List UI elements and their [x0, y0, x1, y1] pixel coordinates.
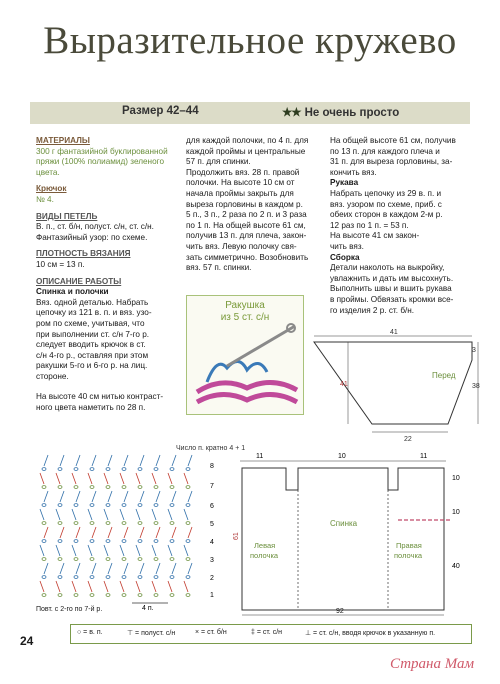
chart-stitch: [170, 522, 174, 525]
middle-line: 57 п. для спинки.: [186, 157, 251, 167]
shell-stitch-illustration: [186, 295, 304, 415]
materials-text: 300 г фантазийной буклированной пряжи (100% полиамид) зеленого цвета.: [36, 146, 168, 177]
chart-row-number: 8: [210, 463, 214, 470]
chart-row-number: 2: [210, 575, 214, 582]
chart-stitch-stroke: [108, 491, 112, 502]
legend-item: ⊤ = полуст. с/н: [127, 630, 176, 637]
chart-stitch-stroke: [168, 581, 172, 592]
work-heading: ОПИСАНИЕ РАБОТЫ: [36, 276, 122, 286]
chart-stitch: [58, 504, 62, 507]
chart-stitch: [74, 576, 78, 579]
chart-stitch-stroke: [124, 527, 128, 538]
body-top-dim: 11: [256, 453, 264, 460]
chart-stitch: [74, 558, 78, 561]
chart-stitch: [122, 468, 126, 471]
chart-stitch: [90, 540, 94, 543]
sleeve-line: На высоте 41 см закон-: [330, 231, 420, 241]
chart-stitch-stroke: [136, 545, 140, 556]
legend-item: × = ст. б/н: [195, 629, 227, 636]
sleeve-height-dim: 38: [472, 383, 480, 390]
chart-stitch: [74, 594, 78, 597]
chart-stitch-stroke: [104, 509, 108, 520]
chart-stitch: [90, 558, 94, 561]
work-line: цепочку из 121 в. п. и вяз. узо-: [36, 308, 152, 318]
chart-stitch: [122, 522, 126, 525]
work-line: На высоте 40 см нитью контраст-: [36, 392, 164, 402]
chart-stitch-stroke: [44, 563, 48, 574]
chart-stitch: [106, 468, 110, 471]
work-line: Вяз. одной деталью. Набрать: [36, 297, 149, 307]
work-line: следует вводить крючок в ст.: [36, 340, 146, 350]
chart-stitch: [106, 558, 110, 561]
assembly-line: в проймы. Обвязать кромки все-: [330, 294, 454, 304]
chart-stitch-stroke: [60, 527, 64, 538]
chart-stitch: [74, 504, 78, 507]
chart-stitch-stroke: [88, 545, 92, 556]
chart-stitch-stroke: [56, 473, 60, 484]
work-subheading: Спинка и полочки: [36, 287, 109, 297]
chart-stitch: [122, 486, 126, 489]
hook-text: № 4.: [36, 194, 54, 204]
chart-stitch: [74, 486, 78, 489]
chart-stitch-stroke: [108, 563, 112, 574]
sleeve-line: обеих сторон в каждом 2-м р.: [330, 210, 443, 220]
chart-stitch-stroke: [184, 581, 188, 592]
middle-line: Продолжить вяз. 28 п. правой: [186, 167, 300, 177]
body-right-label: Правая: [396, 541, 422, 550]
sleeve-small-dim: 3: [472, 347, 476, 354]
chart-stitch: [90, 576, 94, 579]
sleeve-line: Набрать цепочку из 29 в. п. и: [330, 188, 442, 198]
right-line: На общей высоте 61 см, получив: [330, 136, 456, 145]
chart-stitch-stroke: [72, 473, 76, 484]
sleeve-top-dim: 41: [390, 329, 398, 336]
sleeve-pattern: [300, 326, 480, 446]
chart-stitch: [122, 540, 126, 543]
chart-stitch: [170, 594, 174, 597]
chart-stitch: [42, 594, 46, 597]
chart-stitch: [42, 558, 46, 561]
chart-stitch: [154, 576, 158, 579]
chart-stitch-stroke: [152, 581, 156, 592]
chart-stitch: [186, 468, 190, 471]
chart-stitch: [170, 468, 174, 471]
materials-heading: МАТЕРИАЛЫ: [36, 136, 90, 145]
chart-stitch: [58, 540, 62, 543]
difficulty-label: [282, 105, 399, 119]
assembly-line: го изделия 2 р. ст. б/н.: [330, 305, 415, 315]
chart-stitch-stroke: [172, 491, 176, 502]
chart-stitch-stroke: [120, 545, 124, 556]
chart-stitch: [74, 468, 78, 471]
right-line: кончить вяз.: [330, 167, 377, 177]
chart-stitch-stroke: [156, 455, 160, 466]
chart-stitch-stroke: [152, 473, 156, 484]
chart-stitch: [186, 540, 190, 543]
chart-stitch-stroke: [156, 491, 160, 502]
body-left-label: Левая: [254, 541, 276, 550]
middle-line: получив 13 п. для плеча, закон-: [186, 231, 307, 241]
hook-heading: Крючок: [36, 184, 67, 194]
chart-stitch-stroke: [88, 473, 92, 484]
chart-stitch: [186, 576, 190, 579]
chart-stitch-stroke: [92, 455, 96, 466]
chart-stitch-stroke: [172, 563, 176, 574]
chart-stitch: [154, 540, 158, 543]
chart-stitch-stroke: [156, 563, 160, 574]
work-line: с/н 4-го р., оставляя при этом: [36, 350, 149, 360]
chart-stitch: [138, 468, 142, 471]
size-label: Размер 42–44: [122, 105, 199, 117]
chart-stitch-stroke: [172, 455, 176, 466]
chart-stitch: [58, 594, 62, 597]
legend-item: ○ = в. п.: [77, 629, 103, 636]
chart-stitch-stroke: [184, 509, 188, 520]
chart-stitch-stroke: [188, 527, 192, 538]
chart-stitch: [42, 522, 46, 525]
chart-stitch: [106, 522, 110, 525]
chart-stitch: [74, 522, 78, 525]
middle-line: 5 п., 3 п., 2 раза по 2 п. и 3 раза: [186, 210, 307, 220]
chart-row-number: 1: [210, 592, 214, 599]
work-line: ром по схеме, учитывая, что: [36, 318, 145, 328]
chart-row-number: 7: [210, 483, 214, 490]
chart-stitch-stroke: [188, 491, 192, 502]
chart-stitch: [106, 540, 110, 543]
chart-stitch: [122, 576, 126, 579]
assembly-line: увлажнить и дать им высохнуть.: [330, 273, 454, 283]
sleeve-side-dim: 41: [340, 381, 348, 388]
chart-stitch-stroke: [40, 581, 44, 592]
chart-stitch: [106, 576, 110, 579]
body-top-dim: 11: [420, 453, 428, 460]
chart-stitch: [170, 486, 174, 489]
symbol-legend: [70, 624, 472, 644]
sleeve-label: Перед: [432, 371, 456, 380]
body-top-dim: 10: [338, 453, 346, 460]
legend-item: ⊥ = ст. с/н, вводя крючок в указанную п.: [305, 630, 436, 637]
chart-stitch: [138, 558, 142, 561]
chart-stitch-stroke: [184, 473, 188, 484]
chart-stitch: [170, 540, 174, 543]
chart-stitch: [138, 486, 142, 489]
assembly-line: Детали наколоть на выкройку,: [330, 263, 445, 273]
chart-stitch-stroke: [76, 563, 80, 574]
body-left-label: полочка: [250, 551, 279, 560]
chart-stitch-stroke: [136, 473, 140, 484]
chart-stitch-stroke: [108, 527, 112, 538]
density-text: 10 см = 13 п.: [36, 259, 85, 269]
chart-stitch-stroke: [168, 509, 172, 520]
chart-stitch-stroke: [152, 545, 156, 556]
chart-stitch-stroke: [140, 455, 144, 466]
chart-stitch: [170, 576, 174, 579]
chart-row-numbers: [210, 463, 214, 599]
chart-footer: Повт. с 2-го по 7-й р.: [36, 606, 103, 613]
sleeve-heading: Рукава: [330, 178, 359, 188]
chart-stitch: [106, 594, 110, 597]
chart-stitch: [42, 468, 46, 471]
body-left-dim: 61: [233, 532, 240, 540]
chart-stitch-stroke: [60, 455, 64, 466]
body-right-dim: 10: [452, 509, 460, 516]
chart-stitch: [42, 576, 46, 579]
density-heading: ПЛОТНОСТЬ ВЯЗАНИЯ: [36, 249, 131, 259]
chart-stitch: [58, 576, 62, 579]
chart-repeat-label: Число п. кратно 4 + 1: [176, 445, 246, 452]
body-pattern: [233, 450, 466, 620]
chart-stitch-stroke: [92, 527, 96, 538]
chart-stitch-stroke: [56, 545, 60, 556]
page-number: 24: [20, 634, 34, 648]
chart-row-number: 3: [210, 557, 214, 564]
chart-stitch: [58, 468, 62, 471]
chart-stitch: [122, 504, 126, 507]
chart-stitch-stroke: [124, 491, 128, 502]
chart-stitch-stroke: [76, 455, 80, 466]
body-bottom-dim: 92: [336, 608, 344, 615]
chart-stitch-stroke: [184, 545, 188, 556]
chart-stitch-stroke: [188, 455, 192, 466]
chart-stitch-stroke: [44, 455, 48, 466]
middle-line: по 1 п. На общей высоте 61 см,: [186, 220, 306, 230]
chart-stitch-stroke: [44, 491, 48, 502]
difficulty-text: Не очень просто: [304, 107, 400, 119]
watermark-logo: Страна Мам: [390, 656, 475, 672]
illustration-caption-line2: из 5 ст. с/н: [220, 312, 270, 323]
work-line: стороне.: [36, 371, 69, 381]
chart-stitch: [90, 504, 94, 507]
middle-line: начала проймы закрыть для: [186, 188, 294, 198]
chart-stitch-stroke: [120, 581, 124, 592]
column-middle: [186, 136, 326, 274]
chart-row-number: 6: [210, 503, 214, 510]
middle-line: выреза горловины в каждом р.: [186, 199, 303, 209]
chart-stitch-stroke: [108, 455, 112, 466]
chart-stitch-stroke: [88, 509, 92, 520]
chart-stitch-stroke: [72, 509, 76, 520]
chart-stitch: [122, 594, 126, 597]
work-line: при выполнении ст. с/н 7-го р.: [36, 329, 150, 339]
body-right-label: полочка: [394, 551, 423, 560]
chart-stitch-stroke: [104, 581, 108, 592]
chart-stitch: [186, 486, 190, 489]
chart-stitch: [42, 540, 46, 543]
chart-stitch: [154, 468, 158, 471]
chart-stitch: [138, 522, 142, 525]
chart-stitch-stroke: [76, 491, 80, 502]
chart-stitch: [106, 486, 110, 489]
chart-stitch-stroke: [44, 527, 48, 538]
assembly-heading: Сборка: [330, 252, 360, 262]
column-right: [330, 136, 472, 316]
chart-stitch-stroke: [140, 563, 144, 574]
chart-stitch: [154, 504, 158, 507]
column-left: [36, 136, 178, 414]
chart-stitch-stroke: [104, 473, 108, 484]
pattern-text: Фантазийный узор: по схеме.: [36, 232, 148, 242]
chart-stitch: [154, 522, 158, 525]
chart-stitch-stroke: [168, 545, 172, 556]
chart-stitch-stroke: [120, 473, 124, 484]
work-line: ракушки 5-го и 6-го р. на лиц.: [36, 361, 148, 371]
chart-stitch: [42, 504, 46, 507]
chart-stitch: [138, 540, 142, 543]
chart-stitch: [138, 594, 142, 597]
body-right-dim: 40: [452, 563, 460, 570]
chart-repeat-width: 4 п.: [142, 605, 154, 612]
right-line: по 13 п. для каждого плеча и: [330, 146, 440, 156]
middle-line: для каждой полочки, по 4 п. для: [186, 136, 309, 145]
chart-stitch: [186, 504, 190, 507]
chart-stitch: [138, 576, 142, 579]
middle-line: чить вяз. Левую полочку свя-: [186, 241, 297, 251]
sleeve-line: вяз. узором по схеме, приб. с: [330, 199, 442, 209]
chart-stitch: [186, 558, 190, 561]
chart-stitch-stroke: [136, 581, 140, 592]
right-line: 31 п. для выреза горловины, за-: [330, 157, 453, 167]
chart-stitch: [138, 504, 142, 507]
chart-stitch-stroke: [124, 563, 128, 574]
chart-stitch: [154, 558, 158, 561]
chart-stitch: [170, 504, 174, 507]
chart-stitch-stroke: [56, 581, 60, 592]
chart-stitch-stroke: [168, 473, 172, 484]
chart-stitch-stroke: [188, 563, 192, 574]
chart-stitch-stroke: [92, 491, 96, 502]
chart-stitch: [42, 486, 46, 489]
chart-stitch-stroke: [72, 545, 76, 556]
chart-stitch-stroke: [124, 455, 128, 466]
chart-stitch-stroke: [172, 527, 176, 538]
chart-stitch-stroke: [92, 563, 96, 574]
chart-stitch-stroke: [40, 545, 44, 556]
chart-stitch-stroke: [40, 509, 44, 520]
page-title: Выразительное кружево: [43, 19, 457, 62]
middle-line: вяз. 57 п. спинки.: [186, 263, 252, 273]
sleeve-line: 12 раз по 1 п. = 53 п.: [330, 220, 409, 230]
chart-stitch: [90, 468, 94, 471]
chart-stitch: [58, 558, 62, 561]
chart-stitch: [186, 594, 190, 597]
chart-stitch-stroke: [88, 581, 92, 592]
chart-stitch-stroke: [60, 491, 64, 502]
chart-stitch: [90, 594, 94, 597]
sleeve-line: чить вяз.: [330, 241, 364, 251]
stitches-heading: ВИДЫ ПЕТЕЛЬ: [36, 211, 98, 221]
stitches-text: В. п., ст. б/н, полуст. с/н, ст. с/н.: [36, 222, 154, 232]
crochet-hook-icon: [187, 296, 303, 414]
chart-stitch: [90, 522, 94, 525]
chart-stitch: [58, 486, 62, 489]
chart-stitch-stroke: [136, 509, 140, 520]
chart-stitch-stroke: [104, 545, 108, 556]
legend-item: ‡ = ст. с/н: [251, 629, 283, 636]
illustration-caption-line1: Ракушка: [225, 300, 265, 311]
work-line: ного цвета наметить по 28 п.: [36, 403, 146, 413]
chart-stitch: [154, 594, 158, 597]
body-center-label: Спинка: [330, 519, 358, 528]
chart-stitch-stroke: [72, 581, 76, 592]
middle-line: зать симметрично. Возобновить: [186, 252, 309, 262]
assembly-line: Выполнить швы и вшить рукава: [330, 284, 452, 294]
body-right-dim: 10: [452, 475, 460, 482]
chart-stitch-stroke: [140, 491, 144, 502]
chart-stitch: [154, 486, 158, 489]
chart-stitch: [58, 522, 62, 525]
chart-stitch: [186, 522, 190, 525]
chart-stitch-stroke: [76, 527, 80, 538]
chart-stitch-stroke: [152, 509, 156, 520]
chart-stitch: [170, 558, 174, 561]
chart-stitch: [122, 558, 126, 561]
chart-row-number: 4: [210, 539, 214, 546]
chart-stitch-stroke: [40, 473, 44, 484]
chart-stitch: [106, 504, 110, 507]
chart-stitch-stroke: [120, 509, 124, 520]
chart-stitch-stroke: [140, 527, 144, 538]
header-band: [30, 102, 470, 124]
sleeve-bottom-dim: 22: [404, 436, 412, 443]
chart-stitch: [74, 540, 78, 543]
chart-stitch-grid: [40, 455, 192, 596]
middle-line: полочки. На высоте 10 см от: [186, 178, 295, 188]
chart-stitch-stroke: [56, 509, 60, 520]
chart-row-number: 5: [210, 521, 214, 528]
chart-stitch-stroke: [60, 563, 64, 574]
middle-line: каждой проймы и центральные: [186, 146, 306, 156]
chart-stitch-stroke: [156, 527, 160, 538]
difficulty-stars-icon: ★★: [282, 107, 301, 119]
chart-stitch: [90, 486, 94, 489]
